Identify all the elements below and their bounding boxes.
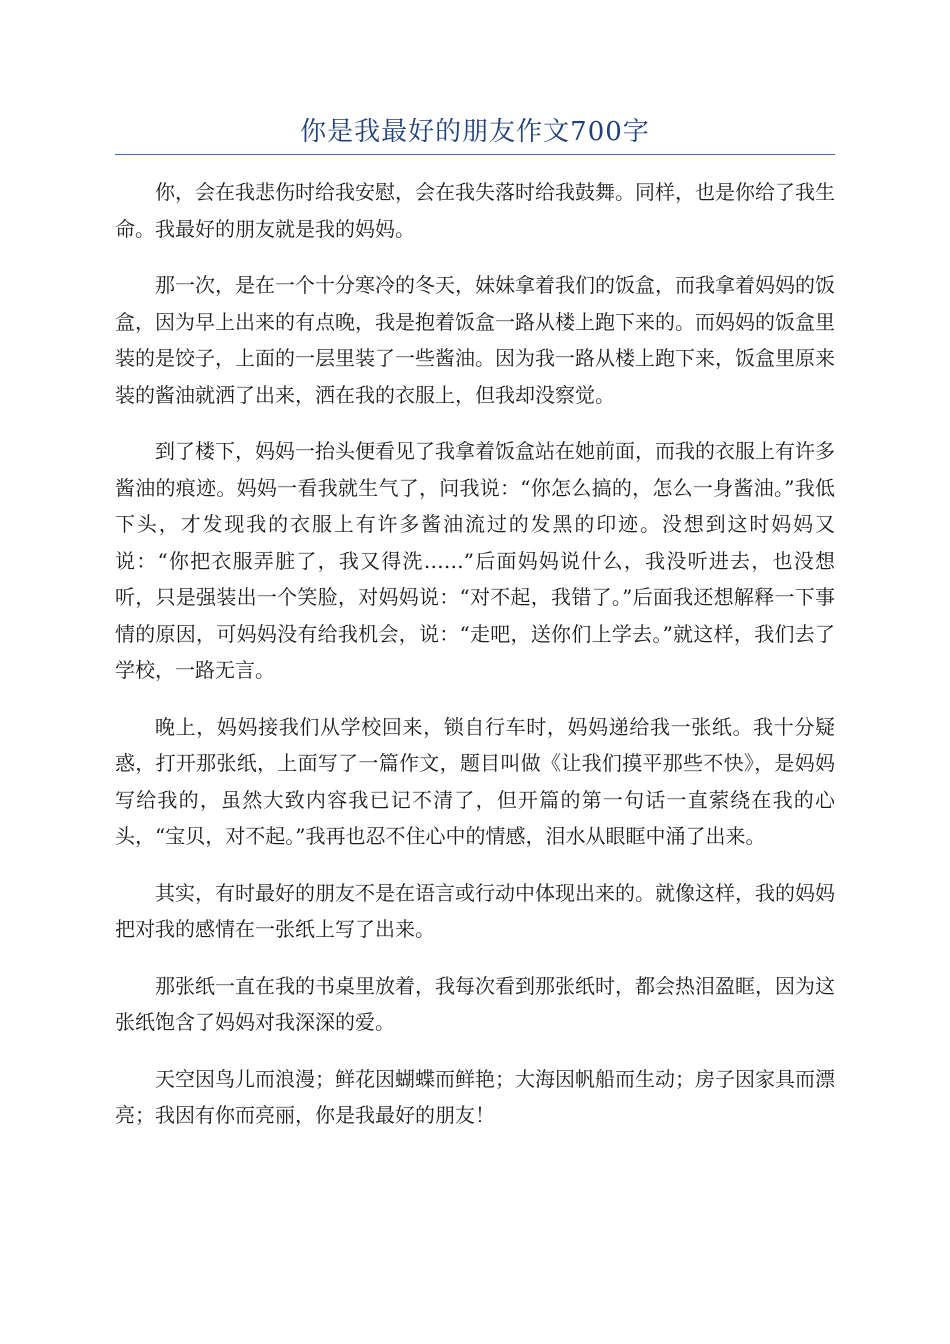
paragraph-3: 到了楼下，妈妈一抬头便看见了我拿着饭盒站在她前面，而我的衣服上有许多酱油的痕迹。妈妈一看我就生气了，问我说：“你怎么搞的，怎么一身酱油。”我低下头，才发现我的衣服上有许多酱油流过的发黑的印迹。没想到这时妈妈又说：“你把衣服弄脏了，我又得洗……”后面妈妈说什么，我没听进去，也没想听，只是强装出一个笑脸，对妈妈说：“对不起，我错了。”后面我还想解释一下事情的原因，可妈妈没有给我机会，说：“走吧，送你们上学去。”就这样，我们去了学校，一路无言。 [115,439,835,682]
document-title: 你是我最好的朋友作文700字 [300,117,650,147]
paragraph-4: 晚上，妈妈接我们从学校回来，锁自行车时，妈妈递给我一张纸。我十分疑惑，打开那张纸，上面写了一篇作文，题目叫做《让我们摸平那些不快》，是妈妈写给我的，虽然大致内容我已记不清了，但开篇的第一句话一直萦绕在我的心头，“宝贝，对不起。”我再也忍不住心中的情感，泪水从眼眶中涌了出来。 [115,714,835,848]
paragraph-6: 那张纸一直在我的书桌里放着，我每次看到那张纸时，都会热泪盈眶，因为这张纸饱含了妈妈对我深深的爱。 [115,973,835,1034]
title-underline [115,154,835,155]
paragraph-2: 那一次，是在一个十分寒冷的冬天，妹妹拿着我们的饭盒，而我拿着妈妈的饭盒，因为早上出来的有点晚，我是抱着饭盒一路从楼上跑下来的。而妈妈的饭盒里装的是饺子，上面的一层里装了一些酱油。因为我一路从楼上跑下来，饭盒里原来装的酱油就洒了出来，洒在我的衣服上，但我却没察觉。 [115,273,835,407]
paragraph-7: 天空因鸟儿而浪漫；鲜花因蝴蝶而鲜艳；大海因帆船而生动；房子因家具而漂亮；我因有你而亮丽，你是我最好的朋友！ [115,1066,835,1127]
paragraph-5: 其实，有时最好的朋友不是在语言或行动中体现出来的。就像这样，我的妈妈把对我的感情在一张纸上写了出来。 [115,880,835,941]
document-body [115,174,835,1154]
paragraph-1: 你，会在我悲伤时给我安慰，会在我失落时给我鼓舞。同样，也是你给了我生命。我最好的朋友就是我的妈妈。 [115,180,835,241]
